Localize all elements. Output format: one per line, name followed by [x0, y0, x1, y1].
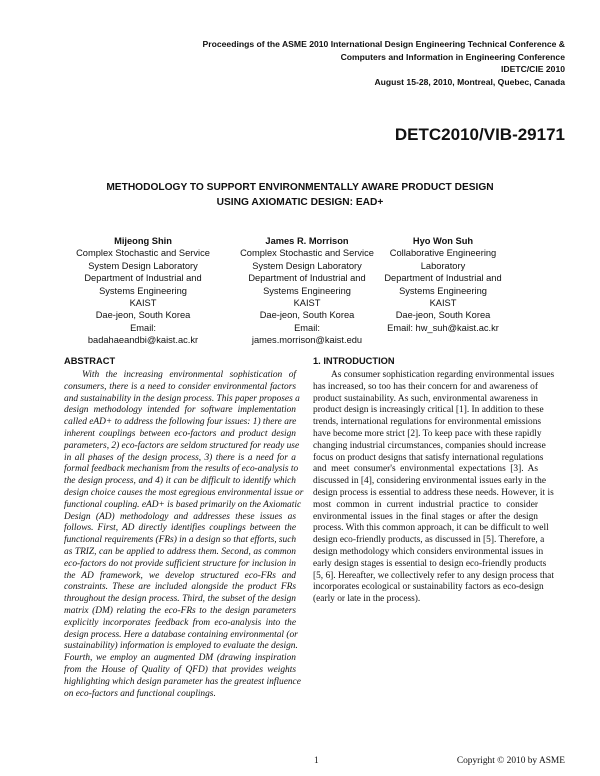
text-line: consumers, there is a need to consider environmental factors — [64, 381, 296, 392]
text-line: and meet consumer's environmental expectations [3]. As — [313, 464, 538, 475]
author-3 — [358, 235, 528, 334]
author-affiliation-line: Complex Stochastic and Service — [76, 248, 210, 259]
text-line: from the House of Quality of QFD) that provides weights — [64, 664, 296, 675]
text-line: on eco-factors and functional couplings. — [64, 688, 216, 699]
author-name: Mijeong Shin — [114, 236, 172, 246]
abstract-section — [64, 356, 304, 700]
header-line: August 15-28, 2010, Montreal, Quebec, Canada — [374, 76, 565, 87]
header-line: Computers and Information in Engineering Conference — [340, 51, 565, 62]
text-line: design methodology which considers environmental issues in — [313, 546, 544, 557]
author-affiliation-line: KAIST — [129, 298, 157, 309]
text-line: design choice causes the most egregious environmental issue or — [64, 487, 304, 498]
author-affiliation-line: Department of Industrial and — [84, 273, 202, 284]
text-line: called eAD+ to address the following four issues: 1) there are — [64, 417, 297, 428]
author-affiliation-line: Dae-jeon, South Korea — [395, 310, 491, 321]
header-line: Proceedings of the ASME 2010 International Design Engineering Technical Conference & — [202, 39, 565, 49]
introduction-section — [313, 356, 555, 606]
text-line: inherent couplings between eco-factors and product design — [64, 428, 296, 439]
author-affiliation-line: Email: — [294, 322, 320, 333]
text-line: product design is increasingly critical [1]. In addition to these — [313, 405, 544, 416]
title-line: USING AXIOMATIC DESIGN: EAD+ — [216, 196, 384, 208]
text-line: highlighting which design parameter has the greatest influence — [64, 676, 301, 687]
text-line: changing industrial circumstances, companies should increase — [313, 440, 546, 451]
author-affiliation-line: james.morrison@kaist.edu — [251, 335, 363, 346]
text-line: eco-factors do not provide sufficient structure for inclusion in — [64, 558, 296, 569]
text-line: As consumer sophistication regarding environmental issues — [331, 370, 555, 380]
author-affiliation-line: Laboratory — [420, 260, 466, 271]
author-affiliation-line: KAIST — [293, 298, 321, 309]
text-line: discussed in [4], considering environmental issues early in the — [313, 476, 547, 487]
text-line: and sustainability in the design process. This paper proposes a — [64, 393, 300, 404]
author-affiliation-line: Collaborative Engineering — [389, 248, 497, 259]
text-line: design process is essential to address these needs. However, it is — [313, 487, 554, 498]
author-affiliation-line: Complex Stochastic and Service — [240, 248, 374, 259]
author-affiliation-line: Systems Engineering — [99, 285, 187, 296]
text-line: Design (AD) methodology and addresses these issues as — [64, 511, 296, 522]
author-affiliation-line: Systems Engineering — [263, 285, 351, 296]
author-affiliation-line: Email: hw_suh@kaist.ac.kr — [387, 322, 499, 333]
introduction-heading: 1. INTRODUCTION — [313, 356, 395, 366]
text-line: design methodology intended for software implementation — [64, 405, 296, 416]
text-line: early design stages is essential to design eco-friendly products — [313, 558, 547, 569]
text-line: Fourth, we employ an augmented DM (drawing inspiration — [64, 653, 296, 664]
text-line: focus on product designs that satisfy international regulations — [313, 452, 544, 463]
page-number: 1 — [314, 756, 319, 766]
text-line: (early or late in the process). — [313, 594, 421, 605]
author-name: Hyo Won Suh — [412, 236, 474, 246]
author-affiliation-line: KAIST — [429, 298, 457, 309]
author-affiliation-line: System Design Laboratory — [252, 260, 362, 271]
text-line: explicitly incorporates feedback from eco-analysis into the — [64, 617, 296, 628]
paper-code: DETC2010/VIB-29171 — [394, 125, 565, 144]
author-name: James R. Morrison — [265, 236, 349, 246]
author-1 — [58, 235, 228, 347]
text-line: has increased, so too has their concern for and awareness of — [313, 381, 538, 392]
author-affiliation-line: System Design Laboratory — [88, 260, 198, 271]
author-affiliation-line: Systems Engineering — [399, 285, 487, 296]
proceedings-header — [203, 38, 565, 88]
paper-title — [0, 181, 600, 210]
text-line: sustainability) information is employed to evaluate the design. — [64, 641, 298, 652]
text-line: formal feedback mechanism from the results of eco-analysis to — [64, 464, 299, 475]
text-line: incorporates ecological or sustainability factors as eco-design — [313, 582, 544, 593]
author-affiliation-line: Email: — [130, 322, 156, 333]
author-affiliation-line: Department of Industrial and — [248, 273, 366, 284]
text-line: the design process, and 4) it can be difficult to identify which — [64, 476, 296, 487]
text-line: as TRIZ, can be applied to address them. Second, as common — [64, 546, 296, 557]
text-line: environmental issues in the final stages or after the design — [313, 511, 538, 522]
abstract-heading: ABSTRACT — [64, 356, 116, 366]
copyright: Copyright © 2010 by ASME — [456, 756, 565, 766]
author-affiliation-line: Dae-jeon, South Korea — [259, 310, 355, 321]
text-line: in all phases of the design process, 3) there is a need for a — [64, 452, 296, 463]
text-line: constraints. These are included alongside the product FRs — [64, 582, 296, 593]
text-line: parameters, 2) eco-factors are seldom structured for ready use — [64, 440, 300, 451]
text-line: throughout the design process. Third, the subset of the design — [64, 594, 296, 605]
header-line: IDETC/CIE 2010 — [501, 64, 565, 75]
author-affiliation-line: Dae-jeon, South Korea — [95, 310, 191, 321]
text-line: have become more strict [2]. To keep pace with these rapidly — [313, 428, 542, 439]
text-line: most common in current industrial practice to consider — [313, 499, 538, 510]
text-line: the AD framework, we develop structured eco-FRs and — [64, 570, 296, 581]
text-line: [5, 6]. Hereafter, we collectively refer to any design process that — [313, 570, 554, 581]
author-affiliation-line: badahaeandbi@kaist.ac.kr — [87, 335, 199, 346]
text-line: matrix (DM) relating the eco-FRs to the design parameters — [64, 605, 296, 616]
text-line: product sustainability. As such, environmental awareness in — [313, 393, 538, 404]
text-line: trends, international regulations for environmental emissions — [313, 417, 542, 428]
text-line: functional requirements (FRs) in a design so that efforts, such — [64, 535, 297, 546]
text-line: design eco-friendly products, as discussed in [5]. Therefore, a — [313, 535, 545, 546]
text-line: design process. Here a database containing environmental (or — [64, 629, 298, 640]
text-line: With the increasing environmental sophistication of — [82, 370, 296, 380]
text-line: process. With this common approach, it can be difficult to well — [313, 523, 549, 534]
text-line: follows. First, AD directly identifies couplings between the — [64, 523, 296, 534]
text-line: functional coupling. eAD+ is based primarily on the Axiomatic — [64, 499, 302, 510]
author-affiliation-line: Department of Industrial and — [384, 273, 502, 284]
title-line: METHODOLOGY TO SUPPORT ENVIRONMENTALLY AWARE PRODUCT DESIGN — [106, 182, 494, 193]
